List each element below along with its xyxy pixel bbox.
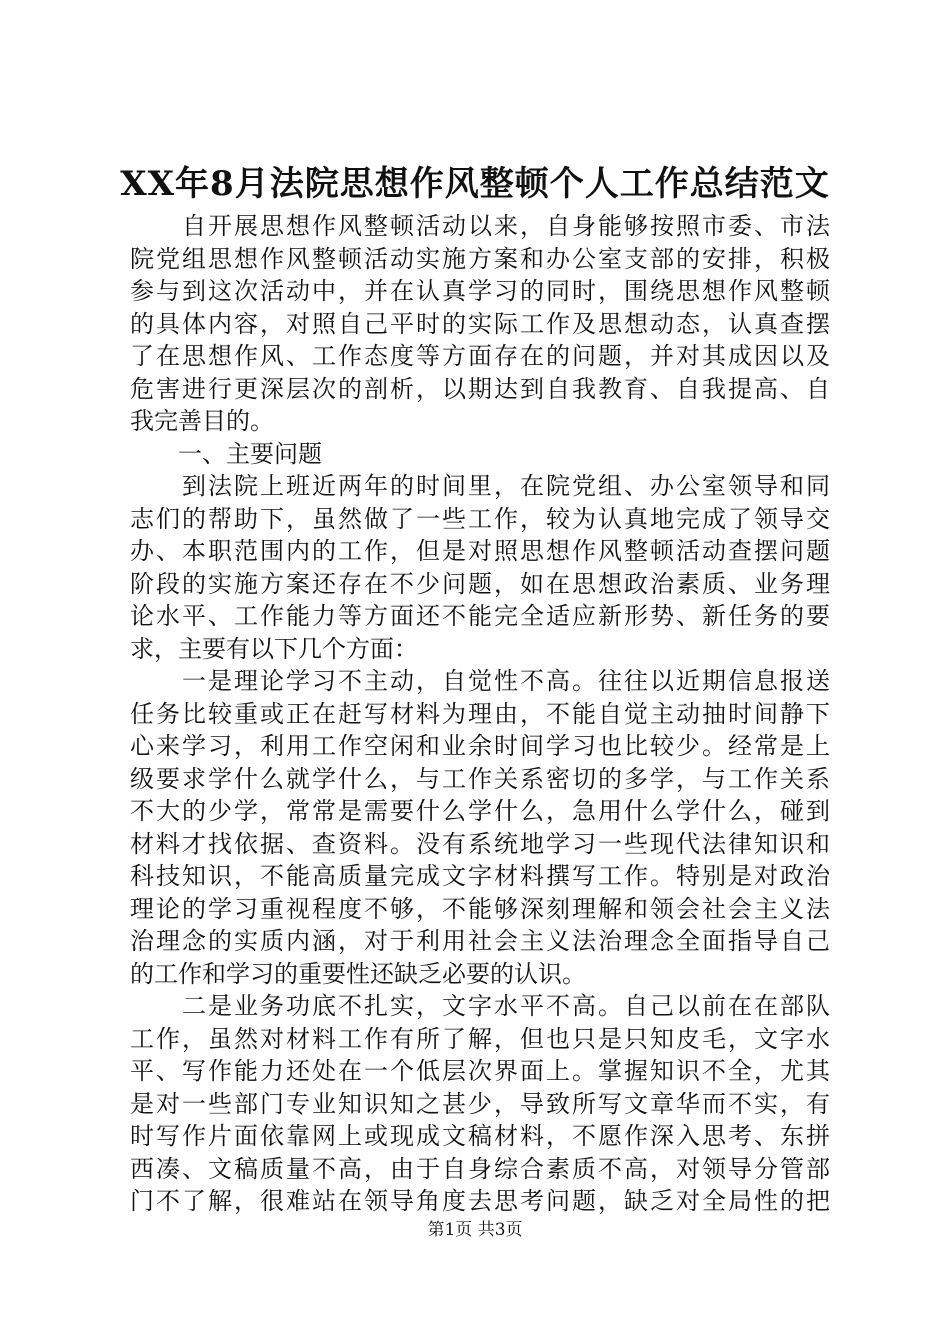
- body-line: 危害进行更深层次的剖析，以期达到自我教育、自我提高、自: [130, 374, 830, 403]
- body-line: 门不了解，很难站在领导角度去思考问题，缺乏对全局性的把: [130, 1187, 830, 1215]
- body-line: 不大的少学，常常是需要什么学什么，急用什么学什么，碰到: [130, 797, 830, 825]
- body-line: 求，主要有以下几个方面：: [130, 634, 418, 663]
- body-line: 一、主要问题: [130, 439, 322, 468]
- body-line: 一是理论学习不主动，自觉性不高。往往以近期信息报送: [130, 667, 830, 695]
- body-line: 到法院上班近两年的时间里，在院党组、办公室领导和同: [130, 472, 830, 500]
- body-line: 平、写作能力还处在一个低层次界面上。掌握知识不全，尤其: [130, 1057, 830, 1085]
- body-line: 的工作和学习的重要性还缺乏必要的认识。: [130, 959, 586, 988]
- body-line: 二是业务功底不扎实，文字水平不高。自己以前在在部队: [130, 992, 830, 1020]
- body-line: 办、本职范围内的工作，但是对照思想作风整顿活动查摆问题: [130, 537, 830, 565]
- body-line: 心来学习，利用工作空闲和业余时间学习也比较少。经常是上: [130, 732, 830, 760]
- body-line: 时写作片面依靠网上或现成文稿材料，不愿作深入思考、东拼: [130, 1122, 830, 1150]
- document-title: XX年8月法院思想作风整顿个人工作总结范文: [120, 164, 830, 204]
- body-line: 级要求学什么就学什么，与工作关系密切的多学，与工作关系: [130, 764, 830, 793]
- body-line: 科技知识，不能高质量完成文字材料撰写工作。特别是对政治: [130, 862, 830, 890]
- body-line: 参与到这次活动中，并在认真学习的同时，围绕思想作风整顿: [130, 277, 830, 305]
- body-line: 我完善目的。: [130, 407, 274, 435]
- body-line: 西凑、文稿质量不高，由于自身综合素质不高，对领导分管部: [130, 1154, 830, 1183]
- body-line: 了在思想作风、工作态度等方面存在的问题，并对其成因以及: [130, 342, 830, 370]
- body-line: 论水平、工作能力等方面还不能完全适应新形势、新任务的要: [130, 602, 830, 630]
- document-body: [130, 210, 830, 1218]
- body-line: 自开展思想作风整顿活动以来，自身能够按照市委、市法: [130, 212, 830, 240]
- body-line: 院党组思想作风整顿活动实施方案和办公室支部的安排，积极: [130, 244, 830, 273]
- body-line: 材料才找依据、查资料。没有系统地学习一些现代法律知识和: [130, 829, 830, 858]
- body-line: 理论的学习重视程度不够，不能够深刻理解和领会社会主义法: [130, 894, 830, 923]
- body-line: 阶段的实施方案还存在不少问题，如在思想政治素质、业务理: [130, 569, 830, 598]
- body-line: 任务比较重或正在赶写材料为理由，不能自觉主动抽时间静下: [130, 699, 830, 728]
- page-footer: 第1页 共3页: [427, 1220, 523, 1240]
- body-line: 志们的帮助下，虽然做了一些工作，较为认真地完成了领导交: [130, 504, 830, 533]
- body-line: 治理念的实质内涵，对于利用社会主义法治理念全面指导自己: [130, 927, 830, 955]
- body-line: 是对一些部门专业知识知之甚少，导致所写文章华而不实，有: [130, 1089, 830, 1118]
- body-line: 的具体内容，对照自己平时的实际工作及思想动态，认真查摆: [130, 309, 830, 338]
- body-line: 工作，虽然对材料工作有所了解，但也只是只知皮毛，文字水: [130, 1024, 830, 1053]
